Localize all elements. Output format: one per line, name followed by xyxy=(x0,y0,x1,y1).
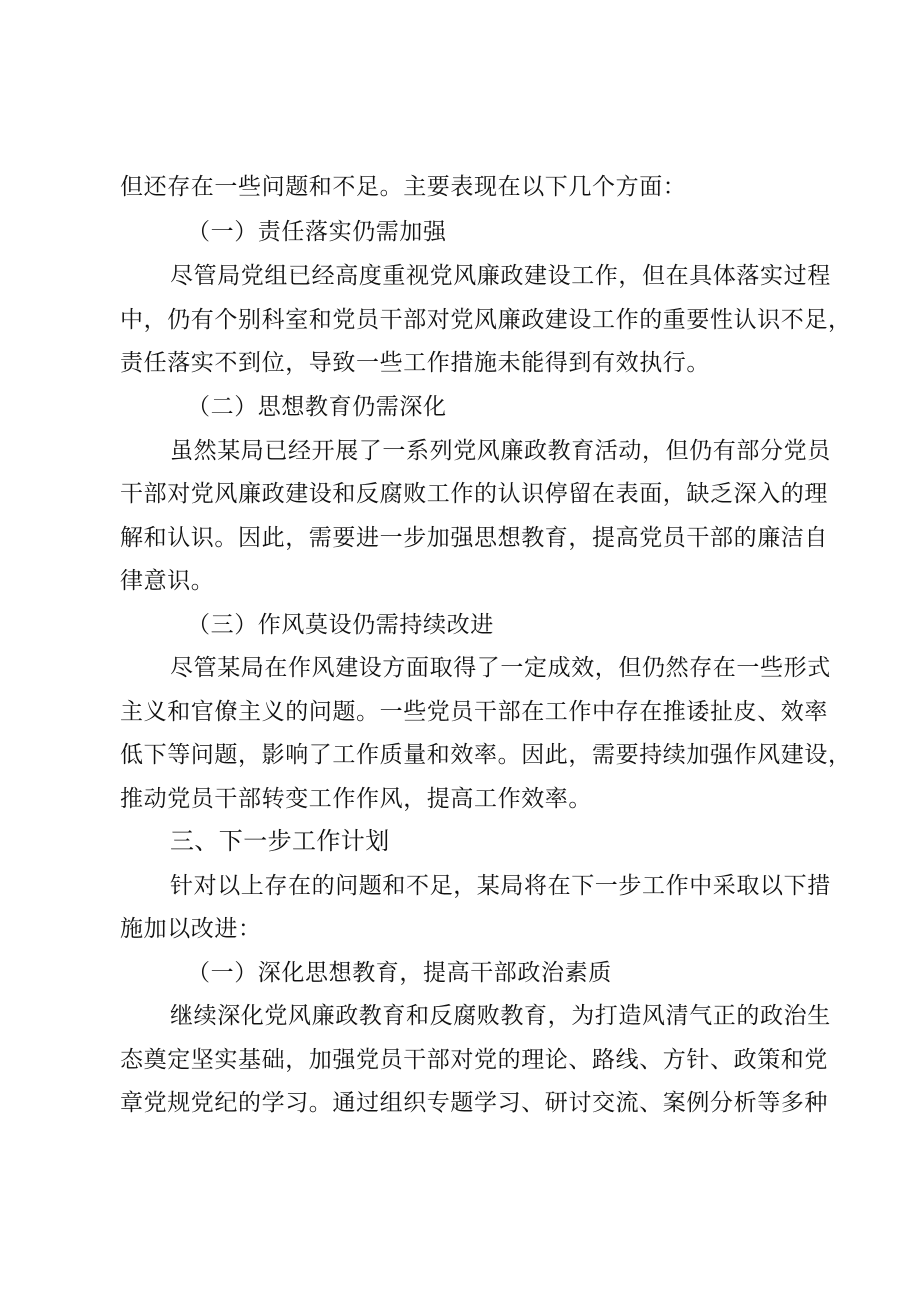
paragraph-line: 主义和官僚主义的问题。一些党员干部在工作中存在推诿扯皮、效率 xyxy=(120,699,828,725)
subheading-education: （二）思想教育仍需深化 xyxy=(187,394,447,420)
paragraph-line: 施加以改进： xyxy=(120,916,262,942)
paragraph-line: 责任落实不到位，导致一些工作措施未能得到有效执行。 xyxy=(120,350,710,376)
paragraph-line: 律意识。 xyxy=(120,568,215,594)
paragraph-line: 但还存在一些问题和不足。主要表现在以下几个方面： xyxy=(120,174,687,200)
subheading-deepen-education: （一）深化思想教育，提高干部政治素质 xyxy=(187,960,612,986)
paragraph-line: 干部对党风廉政建设和反腐败工作的认识停留在表面，缺乏深入的理 xyxy=(120,481,828,507)
paragraph-line: 针对以上存在的问题和不足，某局将在下一步工作中采取以下措 xyxy=(170,873,831,899)
subheading-workstyle: （三）作风莫设仍需持续改进 xyxy=(187,612,494,638)
paragraph-line: 虽然某局已经开展了一系列党风廉政教育活动，但仍有部分党员 xyxy=(170,438,831,464)
paragraph-line: 尽管某局在作风建设方面取得了一定成效，但仍然存在一些形式 xyxy=(170,655,831,681)
paragraph-line: 态奠定坚实基础，加强党员干部对党的理论、路线、方针、政策和党 xyxy=(120,1047,828,1073)
paragraph-line: 推动党员干部转变工作作风，提高工作效率。 xyxy=(120,786,592,812)
paragraph-line: 低下等问题，影响了工作质量和效率。因此，需要持续加强作风建设， xyxy=(120,742,852,768)
paragraph-line: 解和认识。因此，需要进一步加强思想教育，提高党员干部的廉洁自 xyxy=(120,525,828,551)
paragraph-line: 章党规党纪的学习。通过组织专题学习、研讨交流、案例分析等多种 xyxy=(120,1090,828,1116)
subheading-responsibility: （一）责任落实仍需加强 xyxy=(187,219,447,245)
paragraph-line: 中，仍有个别科室和党员干部对党风廉政建设工作的重要性认识不足， xyxy=(120,307,852,333)
section-heading-next-plan: 三、下一步工作计划 xyxy=(170,827,390,855)
paragraph-line: 尽管局党组已经高度重视党风廉政建设工作，但在具体落实过程 xyxy=(170,263,831,289)
paragraph-line: 继续深化党风廉政教育和反腐败教育，为打造风清气正的政治生 xyxy=(170,1003,831,1029)
